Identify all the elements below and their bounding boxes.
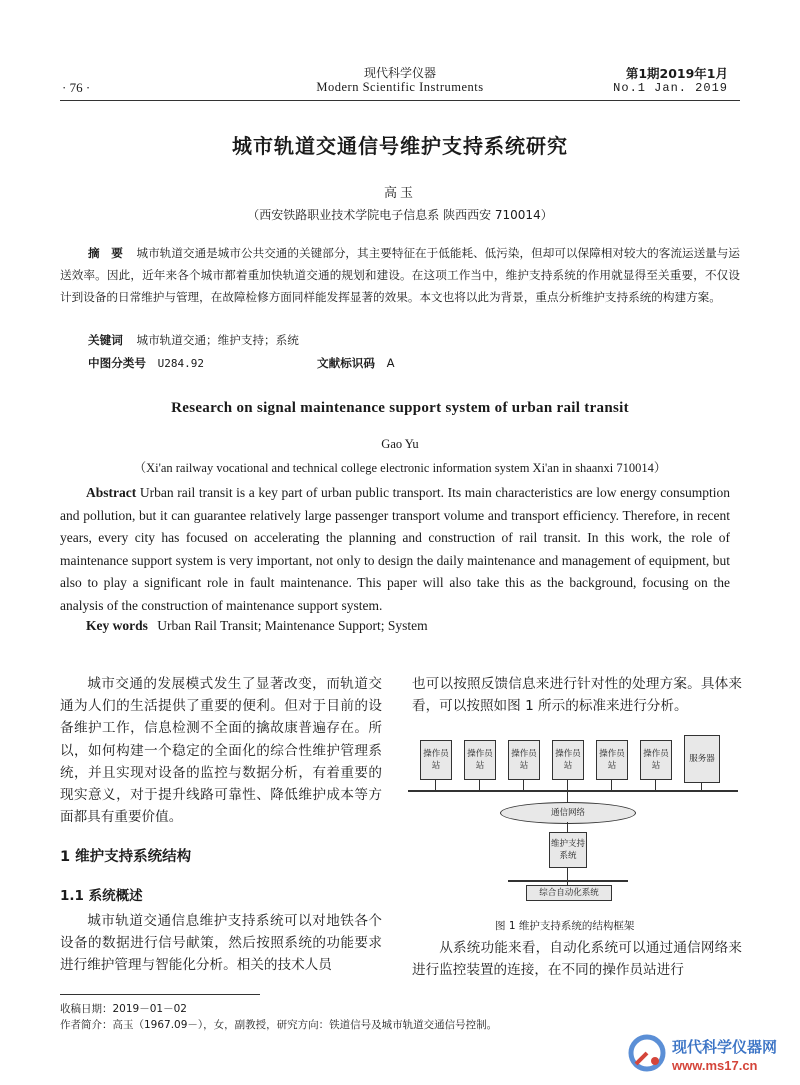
affiliation-en: （Xi'an railway vocational and technical college electronic information system Xi'an in shaanxi 710014） — [133, 461, 667, 475]
keywords-en-line — [86, 615, 428, 638]
network-bus — [408, 790, 738, 792]
article-title-cn: 城市轨道交通信号维护支持系统研究 — [232, 134, 568, 158]
watermark-text: 现代科学仪器网 — [672, 1038, 778, 1056]
abstract-label: 摘 要 — [88, 246, 123, 260]
watermark-logo-icon — [628, 1034, 666, 1072]
affiliation-cn: （西安铁路职业技术学院电子信息系 陕西西安 710014） — [247, 208, 553, 222]
figure-caption: 图 1 维护支持系统的结构框架 — [495, 920, 635, 932]
keywords-en-label: Key words — [86, 618, 148, 633]
server-box: 服务器 — [684, 735, 720, 783]
operator-station-1: 操作员站 — [420, 740, 452, 780]
abstract-en-label: Abstract — [86, 485, 137, 500]
page-number: · 76 · — [62, 80, 91, 95]
author-cn: 高玉 — [383, 186, 416, 201]
body-left-paragraph-2: 城市轨道交通信息维护支持系统可以对地铁各个设备的数据进行信号献策，然后按照系统的功能要求进行维护管理与智能化分析。相关的技术人员 — [60, 913, 382, 974]
body-right-paragraph-1: 也可以按照反馈信息来进行针对性的处理方案。具体来看，可以按照如图 1 所示的标准来进行分析。 — [412, 676, 742, 715]
journal-name-en: Modern Scientific Instruments — [316, 80, 484, 94]
doc-code-line — [317, 355, 395, 371]
author-bio: 作者简介：高玉（1967.09－），女，副教授，研究方向：铁道信号及城市轨道交通信号控制。 — [60, 1019, 498, 1031]
body-right-paragraph-2: 从系统功能来看，自动化系统可以通过通信网络来进行监控装置的连接，在不同的操作员站进行 — [412, 940, 742, 979]
keywords-cn: 城市轨道交通；维护支持；系统 — [136, 333, 299, 347]
watermark-url: www.ms17.cn — [672, 1058, 758, 1073]
operator-station-2: 操作员站 — [464, 740, 496, 780]
figure-1 — [408, 730, 738, 910]
keywords-en: Urban Rail Transit; Maintenance Support; System — [157, 618, 428, 633]
maintenance-support-box: 维护支持系统 — [549, 832, 587, 868]
operator-station-6: 操作员站 — [640, 740, 672, 780]
received-date: 收稿日期：2019－01－02 — [60, 1003, 187, 1015]
integrated-automation-box: 综合自动化系统 — [526, 885, 612, 901]
issue-cn: 第1期2019年1月 — [625, 66, 728, 81]
keywords-cn-line — [88, 332, 299, 348]
abstract-cn-block — [60, 242, 740, 308]
clc-value: U284.92 — [157, 357, 205, 370]
author-en: Gao Yu — [381, 437, 419, 451]
body-left-paragraph-1: 城市交通的发展模式发生了显著改变，而轨道交通为人们的生活提供了重要的便利。但对于目前的设备维护工作，信息检测不全面的擒故康普遍存在。所以，如何构建一个稳定的全面化的综合性维护管理系统，并且实现对设备的监控与数据分析，有着重要的现实意义，对于提升线路可靠性、降低维护成本等方面都具有重要价值。 — [60, 676, 382, 826]
abstract-en-text: Urban rail transit is a key part of urban public transport. Its main characteristics are low energy consumption and pollution, but it can guarantee relatively large passenger transport volume and transport efficiency. Therefore, in recent years, every city has focused on accelerating the planning and construction of rail transit. In this work, the role of maintenance support system is very important, not only to design the daily maintenance and management of equipment, but also to play a significant role in fault maintenance. This paper will also take this as the background, focusing on the analysis of the construction of maintenance support system. — [60, 485, 731, 613]
communication-network: 通信网络 — [500, 802, 636, 824]
doc-code-value: A — [386, 356, 395, 370]
doc-code-label: 文献标识码 — [317, 356, 375, 370]
section-heading-1: 1 维护支持系统结构 — [60, 849, 192, 865]
header-rule — [60, 100, 740, 101]
clc-line — [88, 355, 204, 371]
keywords-label: 关键词 — [88, 333, 123, 347]
issue-en: No.1 Jan. 2019 — [613, 81, 728, 95]
abstract-cn-text: 城市轨道交通是城市公共交通的关键部分，其主要特征在于低能耗、低污染，但却可以保障相对较大的客流运送量与运送效率。因此，近年来各个城市都着重加快轨道交通的规划和建设。在这项工作当中，维护支持系统的作用就显得至关重要，不仅设计到设备的日常维护与管理，在故障检修方面同样能发挥显著的效果。本文也将以此为背景，重点分析维护支持系统的构建方案。 — [60, 246, 740, 304]
operator-station-5: 操作员站 — [596, 740, 628, 780]
footnote-rule — [60, 994, 260, 995]
article-title-en: Research on signal maintenance support system of urban rail transit — [171, 400, 629, 416]
operator-station-3: 操作员站 — [508, 740, 540, 780]
section-heading-1-1: 1.1 系统概述 — [60, 888, 143, 904]
clc-label: 中图分类号 — [88, 356, 146, 370]
abstract-en-block — [60, 482, 730, 617]
journal-name-cn: 现代科学仪器 — [363, 66, 436, 80]
operator-station-4: 操作员站 — [552, 740, 584, 780]
